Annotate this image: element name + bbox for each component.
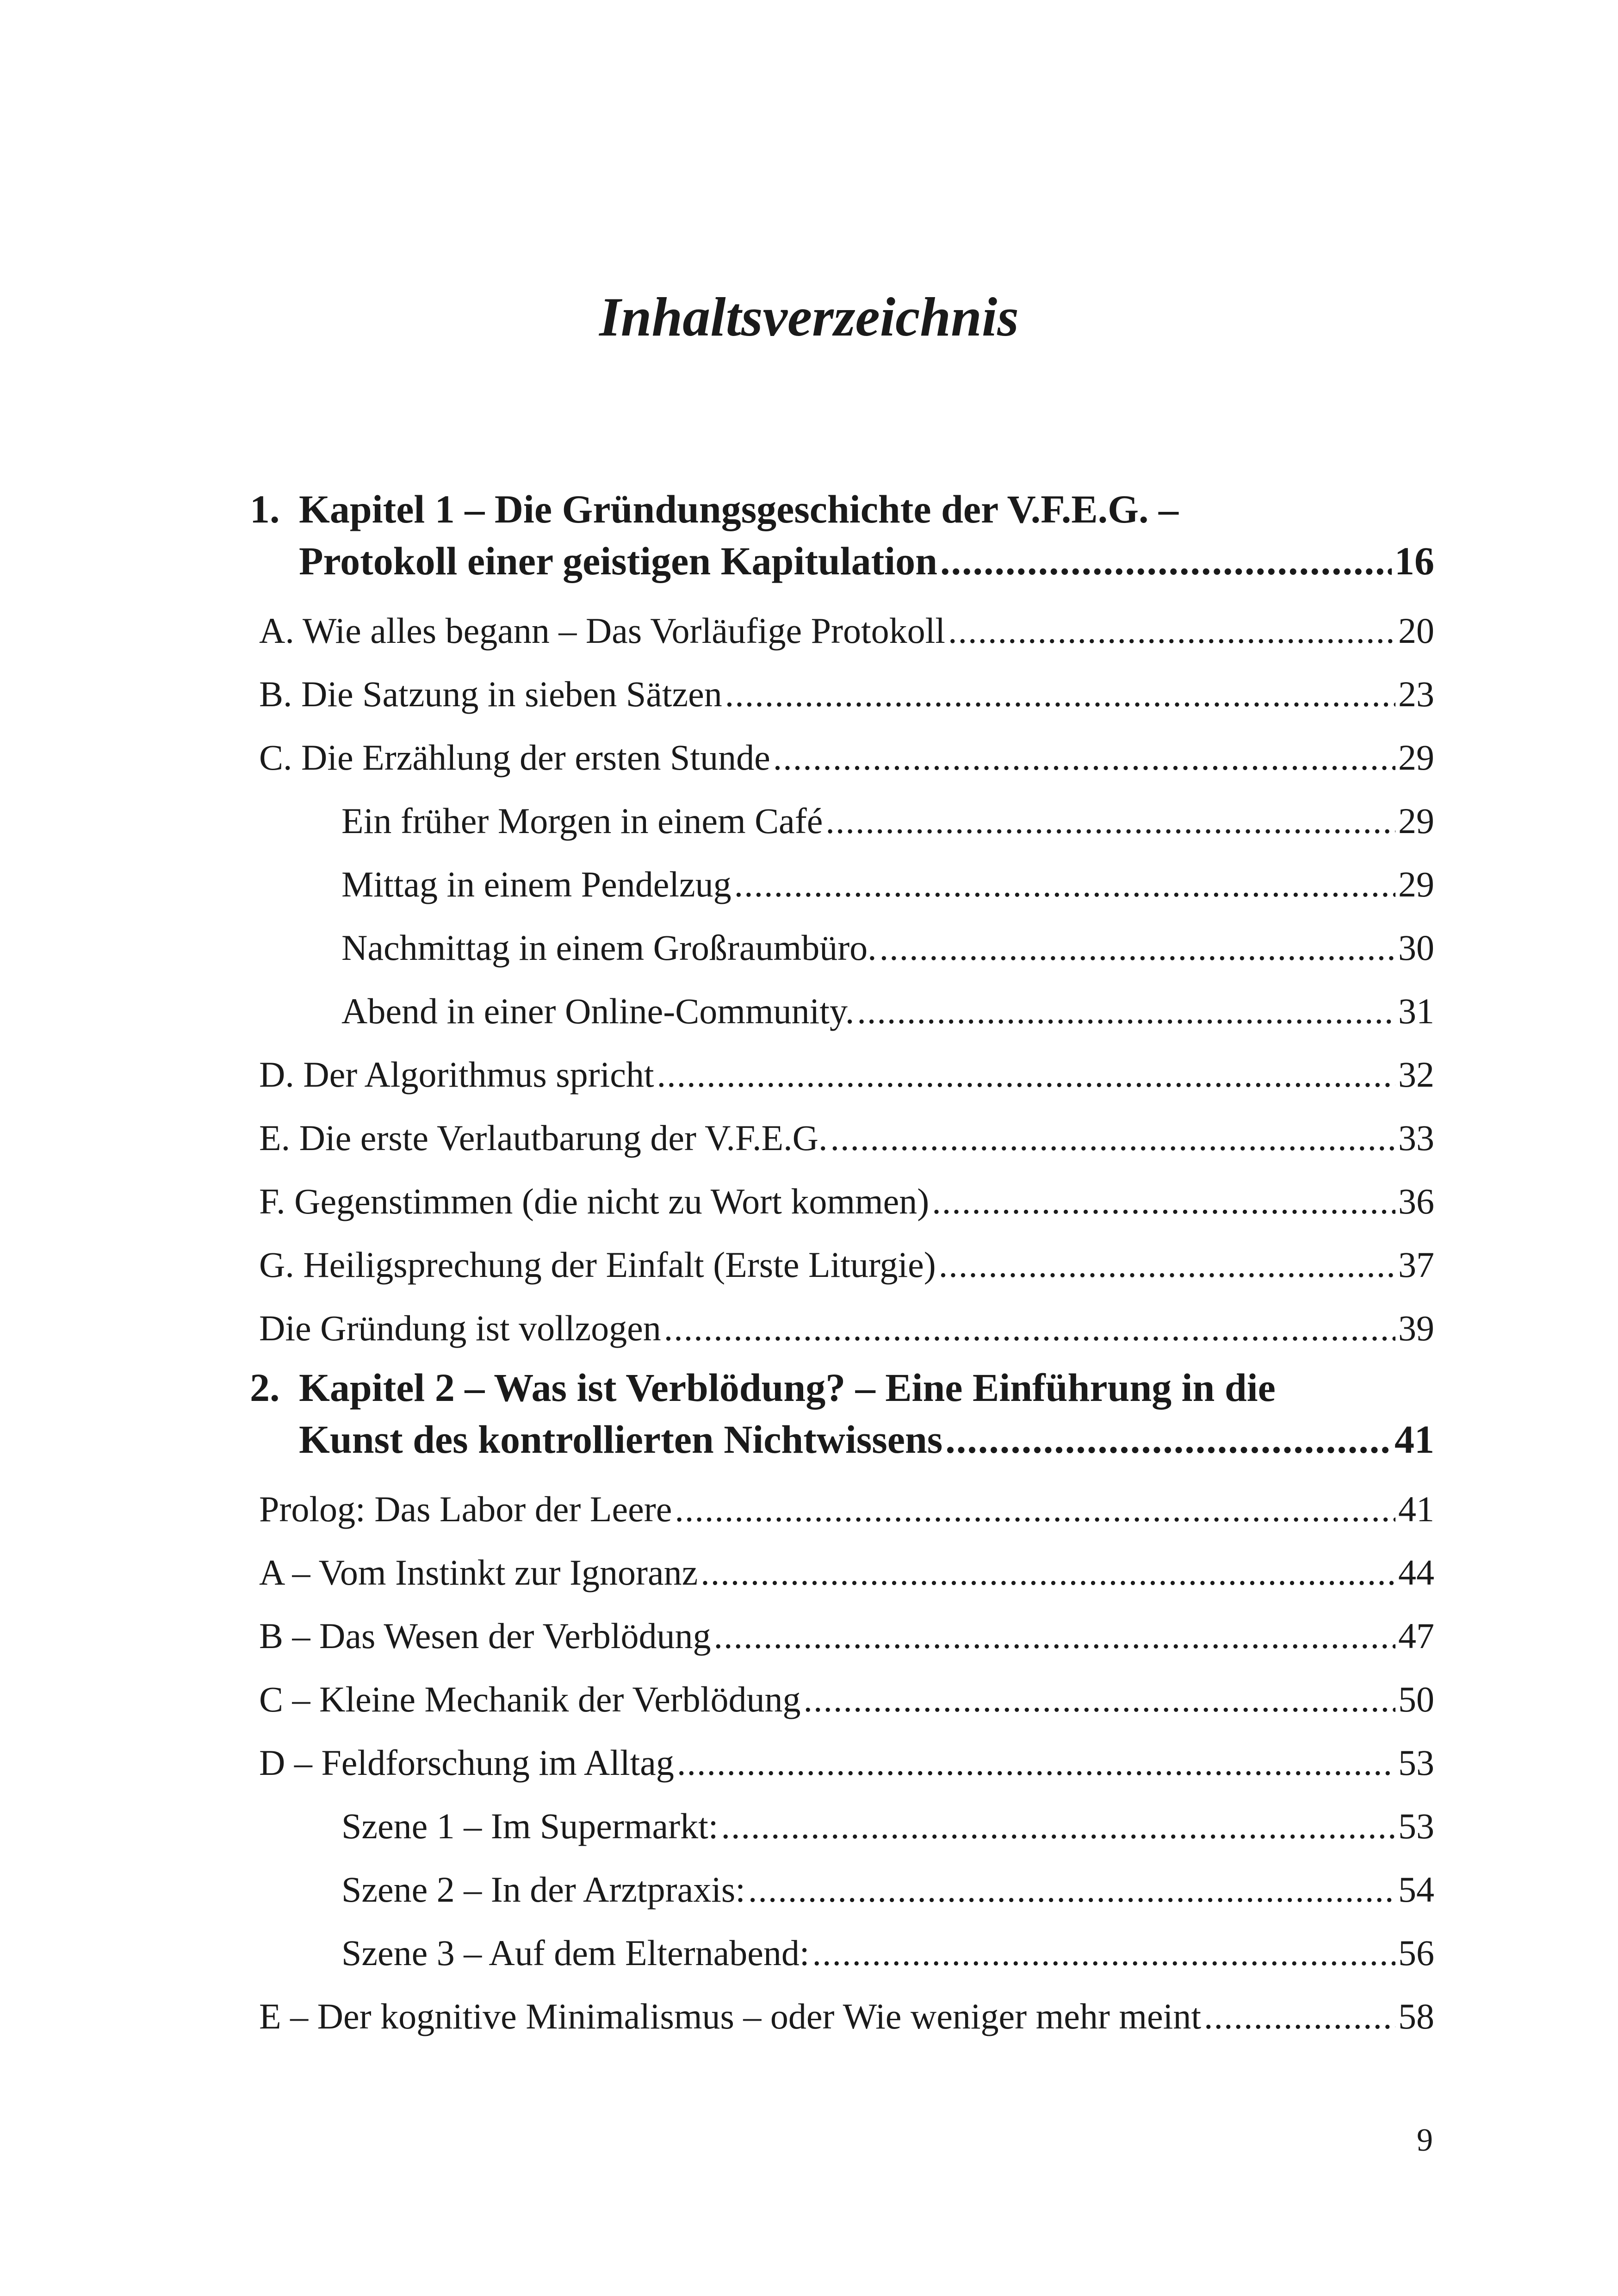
dot-leader [880,916,1395,979]
entry-page-number: 56 [1398,1933,1434,1973]
dot-leader [932,1170,1395,1233]
entry-label: Szene 3 – Auf dem Elternabend: [341,1933,810,1973]
entry-label: Szene 1 – Im Supermarkt: [341,1806,719,1846]
toc-subentry[interactable] [250,979,1434,1043]
dot-leader [1204,1985,1395,2048]
entry-page-number: 37 [1398,1244,1434,1285]
chapter-title-line1: Kapitel 1 – Die Gründungsgeschichte der V.F.E.G. – [299,487,1178,531]
chapter-1-heading[interactable] [250,483,1434,587]
entry-page-number: 53 [1398,1806,1434,1846]
entry-label: Szene 2 – In der Arztpraxis: [341,1869,745,1910]
entry-label: Mittag in einem Pendelzug [341,864,732,904]
entry-page-number: 20 [1398,610,1434,651]
entry-page-number: 54 [1398,1869,1434,1910]
dot-leader [773,726,1395,789]
chapter-page-number: 41 [1395,1417,1434,1462]
entry-page-number: 50 [1398,1679,1434,1719]
entry-label: Nachmittag in einem Großraumbüro. [341,927,877,968]
entry-label: F. Gegenstimmen (die nicht zu Wort kommen) [259,1181,930,1221]
toc-entry[interactable] [250,1233,1434,1296]
toc-entry[interactable] [250,1541,1434,1604]
dot-leader [857,979,1395,1043]
toc-entry[interactable] [250,599,1434,662]
dot-leader [657,1043,1395,1106]
chapter-number: 1. [250,487,280,531]
dot-leader [948,599,1395,662]
dot-leader [675,1477,1395,1541]
entry-page-number: 23 [1398,674,1434,714]
toc-entry[interactable] [250,1296,1434,1360]
entry-label: D. Der Algorithmus spricht [259,1054,654,1095]
chapter-title-line1: Kapitel 2 – Was ist Verblödung? – Eine Einführung in die [299,1365,1276,1410]
toc-entry[interactable] [250,1106,1434,1170]
toc-entry[interactable] [250,1043,1434,1106]
entry-label: Die Gründung ist vollzogen [259,1308,661,1348]
entry-page-number: 41 [1398,1489,1434,1529]
entry-label: B – Das Wesen der Verblödung [259,1616,711,1656]
entry-label: A. Wie alles begann – Das Vorläufige Protokoll [259,610,945,651]
toc-subentry[interactable] [250,1858,1434,1921]
entry-label: C. Die Erzählung der ersten Stunde [259,737,770,778]
dot-leader [721,1794,1395,1858]
chapter-page-number: 16 [1395,539,1434,583]
toc-entry[interactable] [250,1477,1434,1541]
dot-leader [677,1731,1395,1794]
chapter-title-line2: Protokoll einer geistigen Kapitulation [299,539,937,583]
entry-label: A – Vom Instinkt zur Ignoranz [259,1552,698,1593]
entry-label: B. Die Satzung in sieben Sätzen [259,674,722,714]
dot-leader [939,1233,1395,1296]
toc-subentry[interactable] [250,1794,1434,1858]
chapter-number: 2. [250,1365,280,1410]
dot-leader [812,1921,1395,1985]
page-number: 9 [1417,2122,1433,2158]
dot-leader [825,789,1395,852]
toc-entry[interactable] [250,1604,1434,1668]
toc-subentry[interactable] [250,789,1434,852]
chapter-title-line2: Kunst des kontrollierten Nichtwissens [299,1417,943,1462]
entry-page-number: 29 [1398,864,1434,904]
entry-page-number: 30 [1398,927,1434,968]
toc-entry[interactable] [250,1668,1434,1731]
table-of-contents [250,481,1434,2048]
entry-label: E. Die erste Verlautbarung der V.F.E.G. [259,1118,828,1158]
entry-page-number: 29 [1398,801,1434,841]
entry-page-number: 58 [1398,1996,1434,2036]
dot-leader [734,852,1395,916]
entry-label: E – Der kognitive Minimalismus – oder Wie weniger mehr meint [259,1996,1201,2036]
chapter-2-heading[interactable] [250,1362,1434,1465]
toc-subentry[interactable] [250,916,1434,979]
dot-leader [945,1413,1392,1465]
toc-entry[interactable] [250,1731,1434,1794]
entry-label: Abend in einer Online-Community. [341,991,855,1031]
dot-leader [831,1106,1396,1170]
dot-leader [701,1541,1395,1604]
toc-subentry[interactable] [250,1921,1434,1985]
entry-page-number: 44 [1398,1552,1434,1593]
toc-entry[interactable] [250,726,1434,789]
dot-leader [664,1296,1395,1360]
dot-leader [748,1858,1395,1921]
entry-page-number: 29 [1398,737,1434,778]
dot-leader [714,1604,1395,1668]
dot-leader [803,1668,1395,1731]
entry-page-number: 33 [1398,1118,1434,1158]
entry-page-number: 39 [1398,1308,1434,1348]
entry-label: G. Heiligsprechung der Einfalt (Erste Liturgie) [259,1244,936,1285]
toc-title: Inhaltsverzeichnis [599,286,1019,348]
entry-label: Ein früher Morgen in einem Café [341,801,823,841]
entry-label: C – Kleine Mechanik der Verblödung [259,1679,801,1719]
entry-label: Prolog: Das Labor der Leere [259,1489,672,1529]
dot-leader [725,662,1395,726]
entry-page-number: 32 [1398,1054,1434,1095]
entry-page-number: 36 [1398,1181,1434,1221]
toc-entry[interactable] [250,1985,1434,2048]
dot-leader [940,535,1392,587]
entry-label: D – Feldforschung im Alltag [259,1742,674,1783]
toc-subentry[interactable] [250,852,1434,916]
entry-page-number: 53 [1398,1742,1434,1783]
entry-page-number: 31 [1398,991,1434,1031]
entry-page-number: 47 [1398,1616,1434,1656]
toc-entry[interactable] [250,662,1434,726]
toc-entry[interactable] [250,1170,1434,1233]
